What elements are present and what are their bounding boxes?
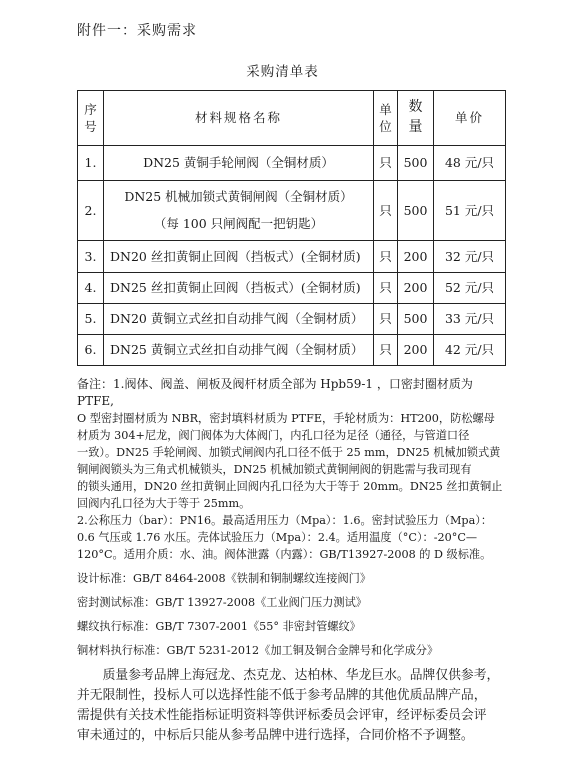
- row-unit: 只: [374, 335, 398, 366]
- note-line: 材质为 304+尼龙，阀门阀体为大体阀门，内孔口径为足径（通径，与管道口径: [77, 429, 470, 442]
- standard-line: 螺纹执行标准：GB/T 7307-2001《55° 非密封管螺纹》: [77, 620, 361, 633]
- row-price: 51 元/只: [434, 181, 506, 241]
- row-name: DN25 丝扣黄铜止回阀（挡板式）(全铜材质): [104, 273, 374, 304]
- row-seq: 5.: [78, 304, 104, 335]
- note-line: 回阀内孔口径为大于等于 25mm。: [77, 497, 251, 510]
- row-seq: 4.: [78, 273, 104, 304]
- row-qty: 500: [398, 181, 434, 241]
- row-unit: 只: [374, 181, 398, 241]
- row-name: DN25 黄铜手轮闸阀（全铜材质）: [104, 146, 374, 181]
- row-qty: 500: [398, 304, 434, 335]
- standard-line: 铜材料执行标准：GB/T 5231-2012《加工铜及铜合金牌号和化学成分》: [77, 644, 439, 657]
- row-name: DN25 机械加锁式黄铜闸阀（全铜材质） （每 100 只闸阀配一把钥匙）: [104, 181, 374, 241]
- header-name: 材料规格名称: [104, 91, 374, 146]
- brand-paragraph-line: 审未通过的，中标后只能从参考品牌中进行选择，合同价格不予调整。: [77, 728, 474, 743]
- row-price: 33 元/只: [434, 304, 506, 335]
- header-price: 单价: [434, 91, 506, 146]
- procurement-table: [77, 90, 506, 366]
- note-line: 120°C。适用介质：水、油。阀体泄露（内露）：GB/T13927-2008 的 D 级标准。: [77, 548, 492, 561]
- table-title: 采购清单表: [246, 64, 319, 80]
- table-row: [78, 181, 506, 241]
- note-line: 一致）。DN25 手轮闸阀、加锁式闸阀内孔口径不低于 25 mm，DN25 机械加锁式黄: [77, 446, 501, 459]
- brand-paragraph-line: 并无限制性，投标人可以选择性能不低于参考品牌的其他优质品牌产品，: [77, 688, 487, 703]
- brand-paragraph-line: 质量参考品牌上海冠龙、杰克龙、达柏林、华龙巨水。品牌仅供参考，: [102, 668, 500, 683]
- table-row: [78, 273, 506, 304]
- table-row: [78, 146, 506, 181]
- table-row: [78, 335, 506, 366]
- row-unit: 只: [374, 146, 398, 181]
- row-name: DN20 黄铜立式丝扣自动排气阀（全铜材质）: [104, 304, 374, 335]
- standard-line: 设计标准：GB/T 8464-2008《铁制和铜制螺纹连接阀门》: [77, 572, 372, 585]
- row-price: 48 元/只: [434, 146, 506, 181]
- row-seq: 2.: [78, 181, 104, 241]
- row-seq: 1.: [78, 146, 104, 181]
- header-qty: 数 量: [398, 91, 434, 146]
- row-name: DN25 黄铜立式丝扣自动排气阀（全铜材质）: [104, 335, 374, 366]
- row-qty: 200: [398, 335, 434, 366]
- row-price: 52 元/只: [434, 273, 506, 304]
- table-row: [78, 304, 506, 335]
- row-unit: 只: [374, 241, 398, 273]
- row-qty: 200: [398, 273, 434, 304]
- row-name: DN20 丝扣黄铜止回阀（挡板式）(全铜材质): [104, 241, 374, 273]
- row-qty: 500: [398, 146, 434, 181]
- row-unit: 只: [374, 273, 398, 304]
- row-price: 32 元/只: [434, 241, 506, 273]
- note-line: 0.6 气压或 1.76 水压。壳体试验压力（Mpa）：2.4。适用温度（°C）：-20°C—: [77, 531, 478, 544]
- note-line: 2.公称压力（bar）：PN16。最高适用压力（Mpa）：1.6。密封试验压力（Mpa）：: [77, 514, 493, 527]
- table-header-row: [78, 91, 506, 146]
- row-unit: 只: [374, 304, 398, 335]
- note-line: 备注：1.阀体、阀盖、闸板及阀杆材质全部为 Hpb59-1 ，口密封圈材质为 PTFE,: [77, 377, 473, 408]
- row-price: 42 元/只: [434, 335, 506, 366]
- attachment-label: 附件一：采购需求: [77, 23, 197, 39]
- note-line: 铜闸阀锁头为三角式机械锁头，DN25 机械加锁式黄铜闸阀的钥匙需与我司现有: [77, 463, 472, 476]
- row-seq: 3.: [78, 241, 104, 273]
- table-row: [78, 241, 506, 273]
- row-seq: 6.: [78, 335, 104, 366]
- brand-paragraph-line: 需提供有关技术性能指标证明资料等供评标委员会评审，经评标委员会评: [77, 708, 487, 723]
- row-qty: 200: [398, 241, 434, 273]
- header-seq: 序 号: [78, 91, 104, 146]
- notes-section: [77, 376, 507, 746]
- standard-line: 密封测试标准：GB/T 13927-2008《工业阀门压力测试》: [77, 596, 367, 609]
- note-line: 的锁头通用，DN20 丝扣黄铜止回阀内孔口径为大于等于 20mm。DN25 丝扣黄铜止: [77, 480, 503, 493]
- note-line: O 型密封圈材质为 NBR，密封填料材质为 PTFE，手轮材质为：HT200，防松螺母: [77, 412, 495, 425]
- header-unit: 单 位: [374, 91, 398, 146]
